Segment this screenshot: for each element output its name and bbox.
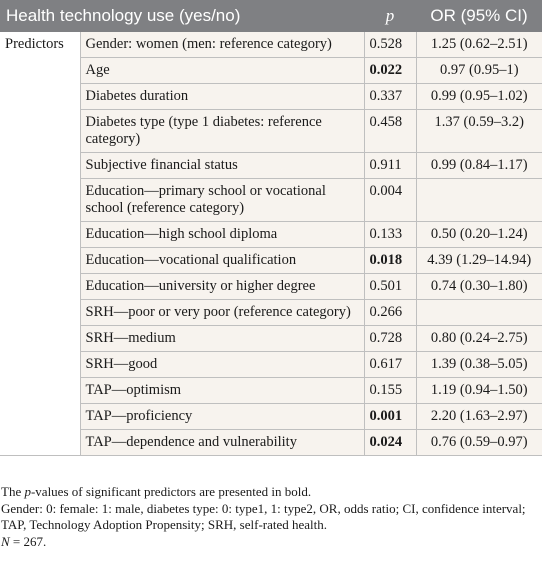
odds-ratio: 0.99 (0.84–1.17)	[416, 153, 542, 179]
predictor-name: Age	[80, 58, 364, 84]
odds-ratio: 1.25 (0.62–2.51)	[416, 32, 542, 58]
p-value: 0.133	[364, 222, 416, 248]
table-row	[0, 153, 542, 179]
table-row	[0, 430, 542, 456]
footnote-abbreviations: Gender: 0: female: 1: male, diabetes type: 0: type1, 1: type2, OR, odds ratio; CI, confidence interval; TAP, Technology Adoption Propensity; SRH, self-rated health.	[1, 500, 526, 532]
footnote-n-italic: N	[1, 533, 10, 549]
predictor-name: Education—vocational qualification	[80, 248, 364, 274]
odds-ratio: 0.80 (0.24–2.75)	[416, 326, 542, 352]
table-footnotes	[0, 484, 542, 550]
table-row	[0, 84, 542, 110]
odds-ratio: 0.74 (0.30–1.80)	[416, 274, 542, 300]
p-value: 0.458	[364, 110, 416, 153]
odds-ratio: 0.99 (0.95–1.02)	[416, 84, 542, 110]
odds-ratio: 1.39 (0.38–5.05)	[416, 352, 542, 378]
odds-ratio: 1.19 (0.94–1.50)	[416, 378, 542, 404]
footnote-bold	[0, 484, 542, 501]
header-p-value: p	[364, 0, 416, 32]
odds-ratio: 2.20 (1.63–2.97)	[416, 404, 542, 430]
predictor-name: Education—university or higher degree	[80, 274, 364, 300]
predictor-name: TAP—dependence and vulnerability	[80, 430, 364, 456]
predictor-name: SRH—medium	[80, 326, 364, 352]
p-value: 0.911	[364, 153, 416, 179]
table-row	[0, 300, 542, 326]
predictor-name: Education—high school diploma	[80, 222, 364, 248]
predictor-name: TAP—optimism	[80, 378, 364, 404]
predictor-name: Diabetes type (type 1 diabetes: reference category)	[80, 110, 364, 153]
footnote-bold-italic: p	[24, 484, 31, 499]
odds-ratio: 0.50 (0.20–1.24)	[416, 222, 542, 248]
footnote-bold-post: -values of significant predictors are presented in bold.	[30, 484, 312, 499]
predictor-name: Diabetes duration	[80, 84, 364, 110]
p-value: 0.337	[364, 84, 416, 110]
predictor-name: Education—primary school or vocational school (reference category)	[80, 179, 364, 222]
table-row	[0, 274, 542, 300]
header-outcome: Health technology use (yes/no)	[0, 0, 364, 32]
p-value: 0.024	[364, 430, 416, 456]
predictor-name: SRH—good	[80, 352, 364, 378]
predictor-name: TAP—proficiency	[80, 404, 364, 430]
predictor-name: SRH—poor or very poor (reference category)	[80, 300, 364, 326]
footnote-bold-pre: The	[1, 484, 25, 499]
table-row	[0, 110, 542, 153]
odds-ratio: 1.37 (0.59–3.2)	[416, 110, 542, 153]
table-body	[0, 32, 542, 456]
table-row	[0, 58, 542, 84]
footnote-sample-size	[0, 534, 542, 551]
table-row	[0, 326, 542, 352]
p-value: 0.528	[364, 32, 416, 58]
predictor-name: Subjective financial status	[80, 153, 364, 179]
p-value: 0.155	[364, 378, 416, 404]
p-value: 0.728	[364, 326, 416, 352]
p-value: 0.001	[364, 404, 416, 430]
odds-ratio	[416, 300, 542, 326]
footnote-n-value: = 267.	[9, 533, 47, 549]
p-value: 0.004	[364, 179, 416, 222]
odds-ratio: 4.39 (1.29–14.94)	[416, 248, 542, 274]
p-value: 0.501	[364, 274, 416, 300]
odds-ratio: 0.97 (0.95–1)	[416, 58, 542, 84]
table-row	[0, 179, 542, 222]
header-odds-ratio: OR (95% CI)	[416, 0, 542, 32]
p-value: 0.266	[364, 300, 416, 326]
odds-ratio	[416, 179, 542, 222]
table-row	[0, 404, 542, 430]
predictor-name: Gender: women (men: reference category)	[80, 32, 364, 58]
p-value: 0.617	[364, 352, 416, 378]
table-row	[0, 352, 542, 378]
predictors-group-label: Predictors	[0, 32, 80, 456]
table-row	[0, 248, 542, 274]
table-header-row	[0, 0, 542, 32]
table-row	[0, 32, 542, 58]
odds-ratio: 0.76 (0.59–0.97)	[416, 430, 542, 456]
table-row	[0, 378, 542, 404]
table-row	[0, 222, 542, 248]
p-value: 0.022	[364, 58, 416, 84]
p-value: 0.018	[364, 248, 416, 274]
